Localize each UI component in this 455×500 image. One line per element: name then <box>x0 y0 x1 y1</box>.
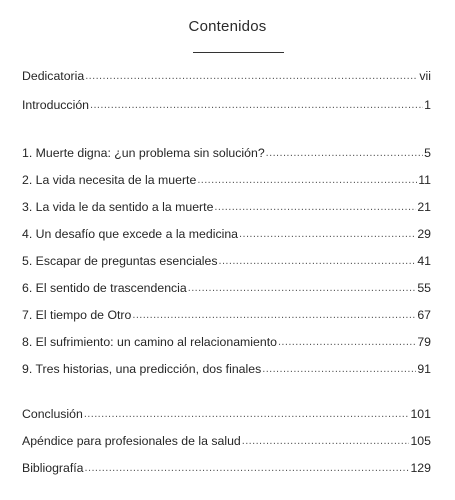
toc-entry-page: 11 <box>418 173 431 187</box>
toc-entry-chapter-7[interactable] <box>22 307 431 324</box>
dot-leader <box>84 406 410 422</box>
toc-entry-conclusion[interactable] <box>22 406 431 423</box>
toc-entry-chapter-8[interactable] <box>22 334 431 351</box>
dot-leader <box>90 97 423 113</box>
toc-entry-chapter-2[interactable] <box>22 172 431 189</box>
toc-entry-label: 1. Muerte digna: ¿un problema sin solución? <box>22 146 265 160</box>
toc-entry-page: 79 <box>417 335 431 349</box>
toc-entry-page: 41 <box>417 254 431 268</box>
table-of-contents <box>22 0 431 500</box>
dot-leader <box>278 334 416 350</box>
page-title: Contenidos <box>188 18 267 35</box>
toc-entry-page: 29 <box>417 227 431 241</box>
toc-entry-page: 67 <box>417 308 431 322</box>
dot-leader <box>197 172 417 188</box>
dot-leader <box>266 145 423 161</box>
toc-entry-page: 91 <box>417 362 431 376</box>
dot-leader <box>242 433 410 449</box>
toc-entry-label: Apéndice para profesionales de la salud <box>22 434 241 448</box>
toc-entry-label: 2. La vida necesita de la muerte <box>22 173 197 187</box>
toc-entry-chapter-5[interactable] <box>22 253 431 270</box>
toc-entry-label: 4. Un desafío que excede a la medicina <box>22 227 239 241</box>
toc-entry-label: Introducción <box>22 98 89 112</box>
toc-entry-chapter-1[interactable] <box>22 145 431 162</box>
dot-leader <box>85 460 410 476</box>
toc-entry-label: Dedicatoria <box>22 69 85 83</box>
toc-entry-introduccion[interactable] <box>22 97 431 114</box>
dot-leader <box>188 280 417 296</box>
toc-entry-apendice[interactable] <box>22 433 431 450</box>
toc-entry-label: 3. La vida le da sentido a la muerte <box>22 200 214 214</box>
toc-entry-page: 21 <box>417 200 431 214</box>
toc-entry-chapter-9[interactable] <box>22 361 431 378</box>
dot-leader <box>239 226 416 242</box>
toc-entry-page: 1 <box>424 98 431 112</box>
toc-entry-label: Conclusión <box>22 407 83 421</box>
toc-entry-label: 5. Escapar de preguntas esenciales <box>22 254 218 268</box>
dot-leader <box>85 68 418 84</box>
toc-entry-label: Bibliografía <box>22 461 84 475</box>
dot-leader <box>219 253 417 269</box>
toc-entry-chapter-6[interactable] <box>22 280 431 297</box>
toc-entry-page: 129 <box>410 461 431 475</box>
toc-entry-page: vii <box>419 69 431 83</box>
dot-leader <box>214 199 416 215</box>
dot-leader <box>262 361 416 377</box>
toc-entry-page: 101 <box>410 407 431 421</box>
toc-entry-page: 5 <box>424 146 431 160</box>
toc-entry-label: 9. Tres historias, una predicción, dos finales <box>22 362 262 376</box>
toc-entry-label: 6. El sentido de trascendencia <box>22 281 187 295</box>
toc-entry-dedicatoria[interactable] <box>22 68 431 85</box>
dot-leader <box>132 307 416 323</box>
toc-entry-label: 8. El sufrimiento: un camino al relacionamiento <box>22 335 277 349</box>
toc-entry-chapter-4[interactable] <box>22 226 431 243</box>
toc-entry-label: 7. El tiempo de Otro <box>22 308 132 322</box>
toc-entry-chapter-3[interactable] <box>22 199 431 216</box>
toc-entry-bibliografia[interactable] <box>22 460 431 477</box>
toc-entry-page: 55 <box>417 281 431 295</box>
toc-entry-page: 105 <box>410 434 431 448</box>
